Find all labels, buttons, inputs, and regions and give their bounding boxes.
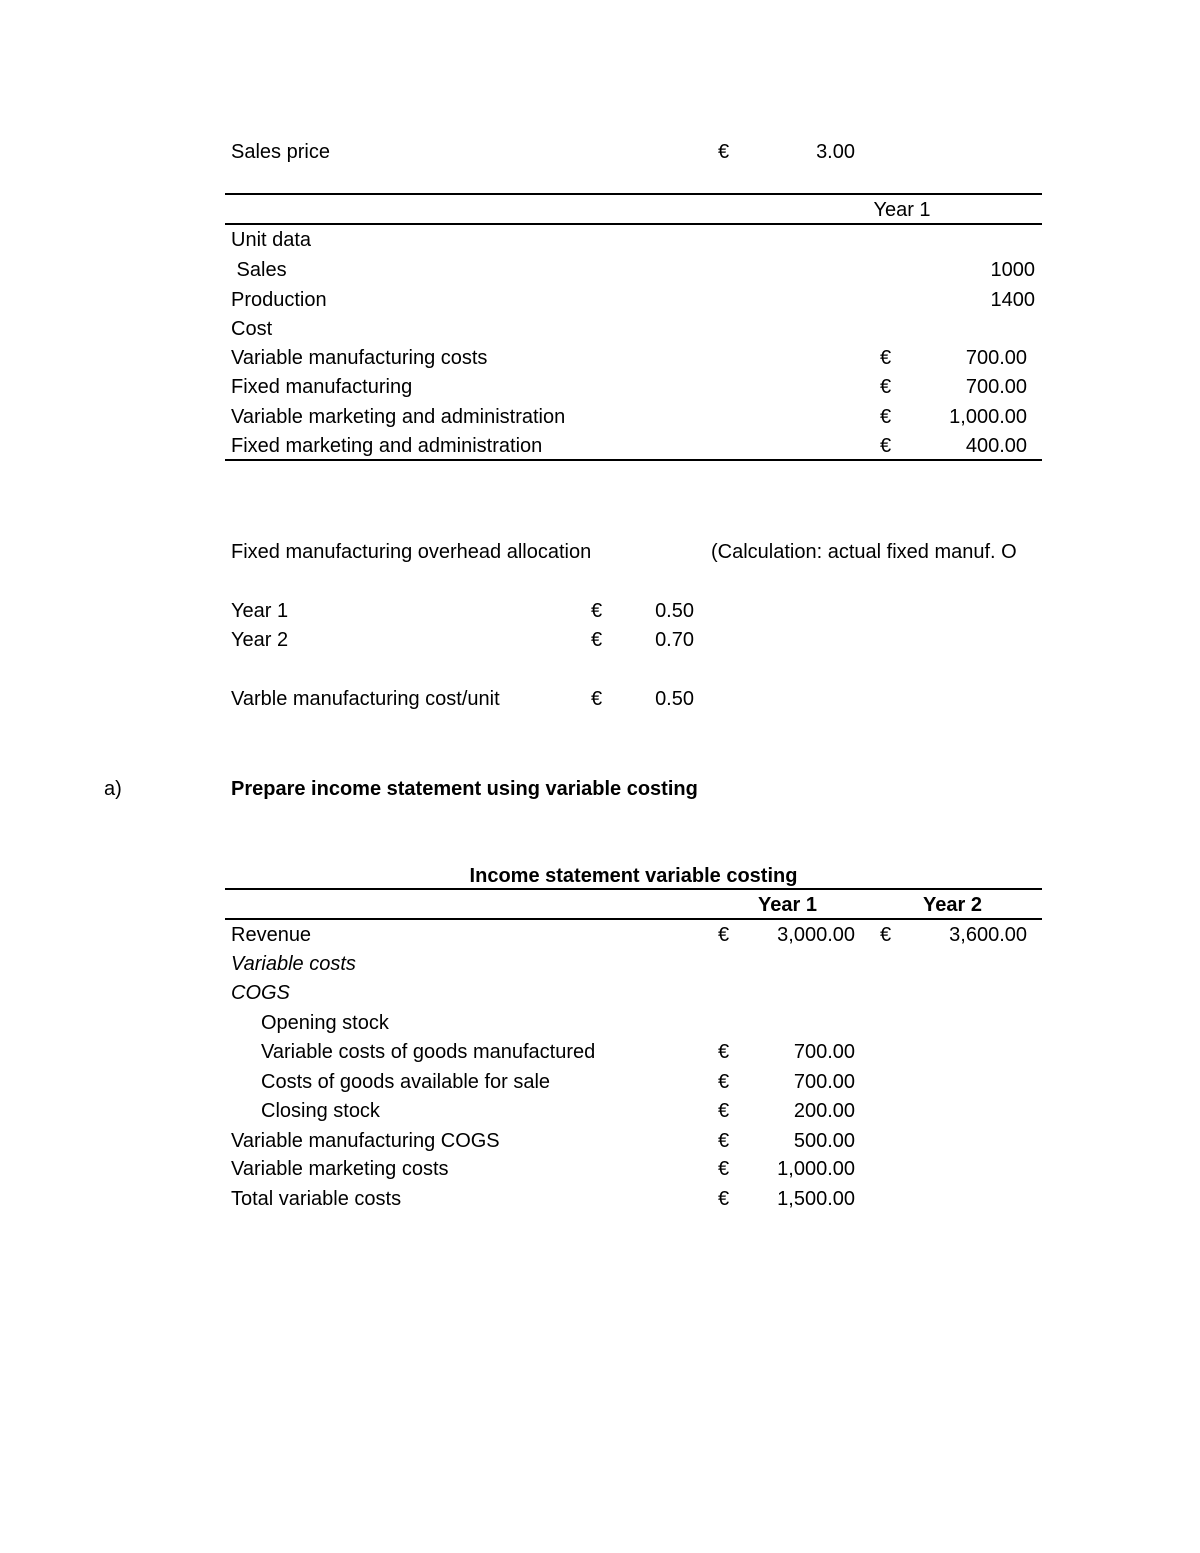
currency-symbol: € — [880, 435, 892, 457]
currency-symbol: € — [718, 1041, 730, 1063]
unit-sales-label: Sales — [231, 259, 287, 281]
question-marker: a) — [104, 778, 122, 800]
variable-costs-heading: Variable costs — [231, 953, 356, 975]
overhead-year-value: 0.70 — [655, 629, 694, 651]
income-row-label: Variable manufacturing COGS — [231, 1130, 500, 1152]
currency-symbol: € — [718, 1071, 730, 1093]
unit-sales-value: 1000 — [990, 259, 1035, 281]
cost-row-value: 700.00 — [965, 376, 1027, 398]
income-top-rule — [225, 888, 1042, 890]
currency-symbol: € — [718, 1100, 730, 1122]
income-year1-header: Year 1 — [758, 894, 817, 916]
unit-data-heading: Unit data — [231, 229, 312, 251]
income-row-label: Variable costs of goods manufactured — [261, 1041, 596, 1063]
currency-symbol: € — [718, 1188, 730, 1210]
currency-symbol: € — [718, 1158, 730, 1180]
overhead-year-label: Year 1 — [231, 600, 289, 622]
cost-row-value: 400.00 — [965, 435, 1027, 457]
currency-symbol: € — [718, 141, 730, 163]
income-year2-header: Year 2 — [923, 894, 982, 916]
currency-symbol: € — [591, 688, 603, 710]
table-top-rule — [225, 193, 1042, 195]
income-row-year1: 500.00 — [793, 1130, 855, 1152]
variable-unit-cost-label: Varble manufacturing cost/unit — [231, 688, 500, 710]
currency-symbol: € — [880, 347, 892, 369]
table-header-rule — [225, 223, 1042, 225]
income-row-label: Closing stock — [261, 1100, 380, 1122]
income-statement-title: Income statement variable costing — [469, 865, 798, 887]
income-row-year1: 700.00 — [793, 1071, 855, 1093]
cost-row-label: Fixed marketing and administration — [231, 435, 543, 457]
unit-table-year-header: Year 1 — [873, 199, 931, 221]
currency-symbol: € — [880, 376, 892, 398]
revenue-label: Revenue — [231, 924, 312, 946]
opening-stock-label: Opening stock — [261, 1012, 389, 1034]
income-row-label: Total variable costs — [231, 1188, 402, 1210]
overhead-year-label: Year 2 — [231, 629, 289, 651]
unit-production-label: Production — [231, 289, 327, 311]
income-row-year1: 1,500.00 — [777, 1188, 855, 1210]
cogs-heading: COGS — [231, 982, 290, 1004]
cost-heading: Cost — [231, 318, 273, 340]
income-row-year1: 700.00 — [793, 1041, 855, 1063]
currency-symbol: € — [718, 924, 730, 946]
cost-row-value: 700.00 — [965, 347, 1027, 369]
sales-price-value: 3.00 — [816, 141, 855, 163]
revenue-year1: 3,000.00 — [777, 924, 855, 946]
income-row-year1: 200.00 — [793, 1100, 855, 1122]
revenue-year2: 3,600.00 — [949, 924, 1027, 946]
income-header-rule — [225, 918, 1042, 920]
overhead-note-clip — [711, 540, 1042, 566]
currency-symbol: € — [880, 924, 892, 946]
cost-row-label: Fixed manufacturing — [231, 376, 413, 398]
income-row-label: Costs of goods available for sale — [261, 1071, 551, 1093]
unit-production-value: 1400 — [990, 289, 1035, 311]
currency-symbol: € — [591, 600, 603, 622]
table-bottom-rule — [225, 459, 1042, 461]
cost-row-label: Variable manufacturing costs — [231, 347, 488, 369]
overhead-label: Fixed manufacturing overhead allocation — [231, 541, 592, 563]
cost-row-label: Variable marketing and administration — [231, 406, 566, 428]
overhead-year-value: 0.50 — [655, 600, 694, 622]
sales-price-label: Sales price — [231, 141, 330, 163]
question-text: Prepare income statement using variable costing — [231, 778, 698, 800]
income-row-label: Variable marketing costs — [231, 1158, 449, 1180]
cost-row-value: 1,000.00 — [949, 406, 1027, 428]
income-row-year1: 1,000.00 — [777, 1158, 855, 1180]
currency-symbol: € — [880, 406, 892, 428]
overhead-note: (Calculation: actual fixed manuf. O — [711, 541, 1017, 563]
currency-symbol: € — [591, 629, 603, 651]
currency-symbol: € — [718, 1130, 730, 1152]
variable-unit-cost-value: 0.50 — [655, 688, 694, 710]
